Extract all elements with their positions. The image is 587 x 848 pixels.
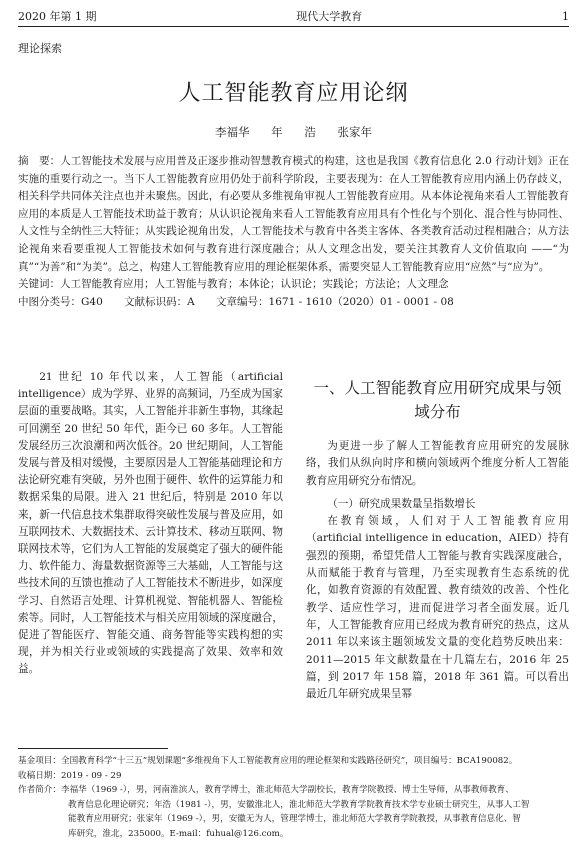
- document-code: 文献标识码：A: [124, 295, 195, 308]
- section-heading: 一、人工智能教育应用研究成果与领域分布: [313, 379, 562, 421]
- section-intro-paragraph: 为更进一步了解人工智能教育应用研究的发展脉络，我们从纵向时序和横向领域两个维度分析人工智能教育应用研究分布情况。: [306, 440, 569, 487]
- page-number: 1: [561, 9, 569, 23]
- header-rule: [18, 26, 569, 27]
- left-column: [18, 369, 283, 679]
- author-name: 张家年: [337, 125, 372, 139]
- author-name: 年 浩: [271, 125, 316, 139]
- author-name: 李福华: [215, 125, 250, 139]
- footnote-rule: [18, 748, 168, 749]
- class-number: 中图分类号：G40: [18, 295, 103, 308]
- author-bio: 教育信息化理论研究；年浩（1981 -），男，安徽淮北人，淮北师范大学教育学院教育技术学专业硕士研究生，从事人工智: [68, 799, 530, 810]
- issue-label: 2020 年第 1 期: [18, 10, 97, 23]
- keywords-line: 关键词：人工智能教育应用；人工智能与教育；本体论；认识论；实践论；方法论；人文理念: [18, 278, 449, 291]
- article-title: 人工智能教育应用论纲: [178, 81, 409, 106]
- right-column: [306, 376, 569, 703]
- body-paragraph: 在教育领域，人们对于人工智能教育应用（artificial intelligence in education，AIED）持有强烈的预期，希望凭借人工智能与教育实践深度融合，从而赋能于教育与管理，乃至实现教育生态系统的优化，如教育资源的有效配置、教育绩效的改善、个性化教学、适应性学习，进而促进学习者全面发展。近几年，人工智能教育应用已经成为教育研究的热点，这从 2011 年以来该主题领域发文量的变化趋势反映出来：2011—2015 年文献数量在十几篇左右，2016 年 25 篇，到 2017 年 158 篇，2018 年 361 篇。可以看出最近几年研究成果呈幂: [306, 515, 569, 701]
- subsection-heading: （一）研究成果数量呈指数增长: [327, 497, 476, 510]
- footnotes-block: [18, 754, 569, 842]
- journal-name: 现代大学教育: [296, 10, 363, 23]
- section-tag: 理论探索: [18, 42, 62, 55]
- running-head: [18, 8, 569, 24]
- author-bio: 库研究，淮北，235000。E-mail：fuhual@126.com。: [68, 828, 289, 839]
- author-bio: 能教育应用研究；张家年（1969 -），男，安徽无为人，管理学博士，淮北师范大学教育学院教授，从事教育信息化、智: [68, 814, 521, 825]
- abstract-block: [18, 153, 569, 311]
- received-date: 收稿日期：2019 - 09 - 29: [18, 770, 122, 781]
- fund-note: 基金项目：全国教育科学“十三五”规划课题“多维视角下人工智能教育应用的理论框架和实践路径研究”，项目编号：BCA190082。: [18, 756, 518, 766]
- intro-paragraph: 21 世纪 10 年代以来，人工智能（artificial intelligence）成为学界、业界的高频词，乃至成为国家层面的重要战略。其实，人工智能并非新生事物，其缘起可回溯至 20 世纪 50 年代，距今已 60 多年。人工智能发展经历三次浪潮和两次低谷。20 世纪期间，人工智能发展与普及相对缓慢，主要原因是人工智能基础理论和方法论研究难有突破，另外也囿于硬件、软件的运算能力和数据采集的局限。进入 21 世纪后，特别是 2010 年以来，新一代信息技术集群取得突破性发展与普及应用，如互联网技术、大数据技术、云计算技术、移动互联网、物联网技术等，它们为人工智能的发展奠定了强大的硬件能力、软件能力、海量数据资源等三大基础，人工智能与这些技术间的互馈也推动了人工智能技术不断进步，如深度学习、自然语言处理、计算机视觉、智能机器人、智能检索等。同时，人工智能技术与相关应用领域的深度融合，促进了智能医疗、智能交通、商务智能等实践构想的实现，并为相关行业或领域的实践提高了效果、效率和效益。: [18, 371, 283, 676]
- article-number: 文章编号：1671 - 1610（2020）01 - 0001 - 08: [216, 295, 454, 308]
- abstract-text: 摘 要：人工智能技术发展与应用普及正逐步推动智慧教育模式的构建，这也是我国《教育信息化 2.0 行动计划》正在实施的重要行动之一。当下人工智能教育应用仍处于前科学阶段，主要表现为：在人工智能教育应用内涵上仍存歧义，相关科学共同体关注点也并未聚焦。因此，有必要从多维视角审视人工智能教育应用。从本体论视角来看人工智能教育应用的本质是人工智能技术助益于教育；从认识论视角来看人工智能教育应用具有个性化与个别化、混合性与协同性、人文性与全纳性三大特征；从实践论视角出发，人工智能技术与教育中各类主客体、各类教育活动过程相融合；从方法论视角来看要重视人工智能技术如何与教育进行深度融合；从人文理念出发，要关注其教育人文价值取向 ——“为真”“为善”和“为美”。总之，构建人工智能教育应用的理论框架体系，需要突显人工智能教育应用“应然”与“应为”。: [18, 155, 569, 273]
- author-list: [0, 124, 587, 140]
- author-bio: 作者简介：李福华（1969 -），男，河南淮滨人，教育学博士，淮北师范大学副校长，教育学院教授、博士生导师，从事教师教育、: [18, 785, 514, 796]
- classification-line: [18, 294, 569, 312]
